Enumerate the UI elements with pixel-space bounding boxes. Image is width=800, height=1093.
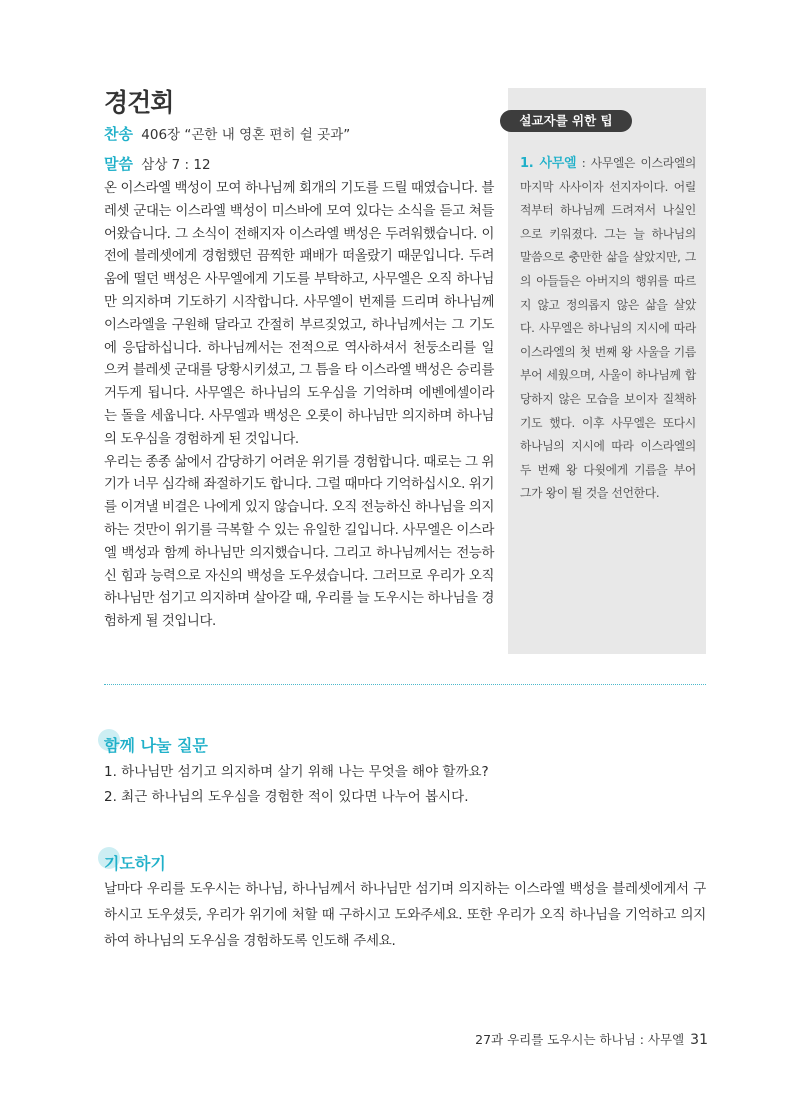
page-number: 31 xyxy=(690,1032,708,1048)
sermon-paragraph-2: 우리는 종종 삶에서 감당하기 어려운 위기를 경험합니다. 때로는 그 위기가 너무 심각해 좌절하기도 합니다. 그럴 때마다 기억하십시오. 위기를 이겨낼 비결은 나에게 있지 않습니다. 오직 전능하신 하나님을 의지하는 것만이 위기를 극복할 수 있는 유일한 길입니다. 사무엘은 이스라엘 백성과 함께 하나님만 의지했습니다. 그리고 하나님께서는 전능하신 힘과 능력으로 자신의 백성을 도우셨습니다. 그러므로 우리가 오직 하나님만 섬기고 의지하며 살아갈 때, 우리를 늘 도우시는 하나님을 경험하게 될 것입니다. xyxy=(104,454,494,630)
scripture-reference xyxy=(104,153,211,174)
hymn-reference xyxy=(104,123,350,144)
footer-chapter: 27과 우리를 도우시는 하나님 : 사무엘 xyxy=(475,1032,685,1047)
prayer-title xyxy=(104,851,166,874)
hymn-text: 406장 “곤한 내 영혼 편히 쉴 곳과” xyxy=(141,127,351,143)
preacher-tip-text xyxy=(520,152,696,506)
prayer-title-text: 기도하기 xyxy=(104,854,166,873)
share-questions-title xyxy=(104,733,208,756)
share-title-text: 함께 나눌 질문 xyxy=(104,736,208,755)
scripture-text: 삼상 7 : 12 xyxy=(141,157,211,173)
sermon-paragraph-1: 온 이스라엘 백성이 모여 하나님께 회개의 기도를 드릴 때였습니다. 블레셋 군대는 이스라엘 백성이 미스바에 모여 있다는 소식을 듣고 쳐들어왔습니다. 그 소식이 전해지자 이스라엘 백성은 두려워했습니다. 이전에 블레셋에게 경험했던 끔찍한 패배가 떠올랐기 때문입니다. 두려움에 떨던 백성은 사무엘에게 기도를 부탁하고, 사무엘은 오직 하나님만 의지하며 기도하기 시작합니다. 사무엘이 번제를 드리며 하나님께 이스라엘을 구원해 달라고 간절히 부르짖었고, 하나님께서는 그 기도에 응답하십니다. 하나님께서는 전적으로 역사하셔서 천둥소리를 일으켜 블레셋 군대를 당황시키셨고, 그 틈을 타 이스라엘 백성은 승리를 거두게 됩니다. 사무엘은 하나님의 도우심을 기억하며 에벤에셀이라는 돌을 세웁니다. 사무엘과 백성은 오롯이 하나님만 의지하며 하나님의 도우심을 경험하게 된 것입니다. xyxy=(104,181,494,447)
tip-heading: 1. 사무엘 xyxy=(520,156,577,171)
tip-body: : 사무엘은 이스라엘의 마지막 사사이자 선지자이다. 어릴 적부터 하나님께 드려져서 나실인으로 키워졌다. 그는 늘 하나님의 말씀으로 충만한 삶을 살았지만, 그의 아들들은 아버지의 행위를 따르지 않고 정의롭지 않은 삶을 살았다. 사무엘은 하나님의 지시에 따라 이스라엘의 첫 번째 왕 사울을 기름 부어 세웠으며, 사울이 하나님께 합당하지 않은 모습을 보이자 질책하기도 했다. 이후 사무엘은 또다시 하나님의 지시에 따라 이스라엘의 두 번째 왕 다윗에게 기름을 부어 그가 왕이 될 것을 선언한다. xyxy=(520,156,697,501)
section-divider xyxy=(104,684,706,685)
question-item-1: 1. 하나님만 섬기고 의지하며 살기 위해 나는 무엇을 해야 할까요? xyxy=(104,764,489,780)
page-footer xyxy=(475,1030,708,1048)
question-list xyxy=(104,760,489,810)
hymn-tag: 찬송 xyxy=(104,125,133,143)
question-item-2: 2. 최근 하나님의 도우심을 경험한 적이 있다면 나누어 봅시다. xyxy=(104,789,469,805)
page-title: 경건회 xyxy=(104,88,174,117)
prayer-text: 날마다 우리를 도우시는 하나님, 하나님께서 하나님만 섬기며 의지하는 이스라엘 백성을 블레셋에게서 구하시고 도우셨듯, 우리가 위기에 처할 때 구하시고 도와주세요. 또한 우리가 오직 하나님을 기억하고 의지하여 하나님의 도우심을 경험하도록 인도해 주세요. xyxy=(104,881,706,949)
preacher-tip-badge: 설교자를 위한 팁 xyxy=(500,110,632,132)
scripture-tag: 말씀 xyxy=(104,155,133,173)
sermon-body xyxy=(104,178,494,634)
